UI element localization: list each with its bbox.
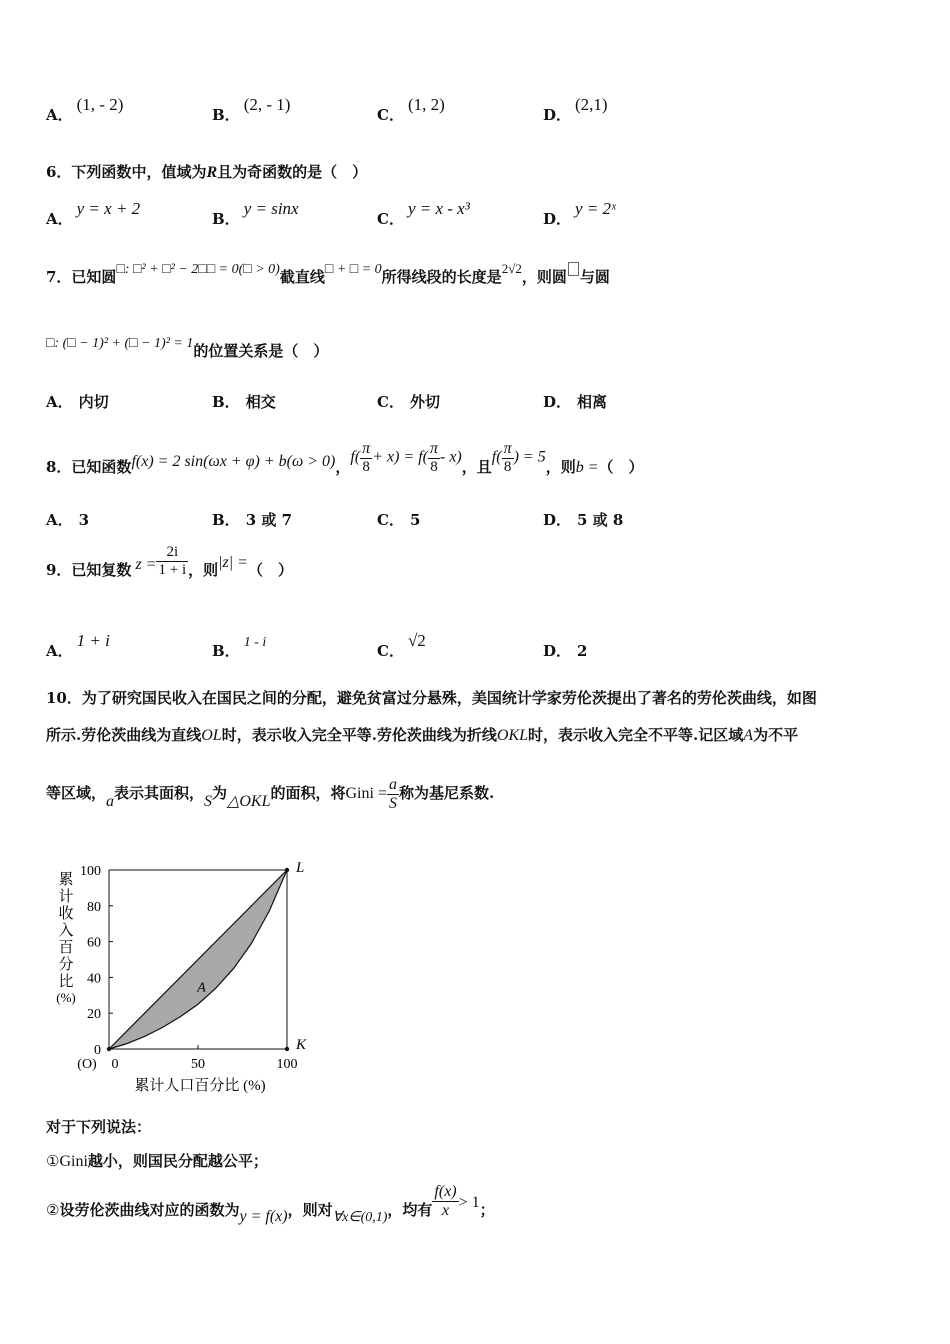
y-tick-label: 60 [87, 935, 101, 951]
q10-a-small: a [106, 793, 115, 811]
q10-text: 为 [212, 784, 228, 803]
statement-text: ，均有 [387, 1201, 433, 1220]
option-label: C． [377, 642, 404, 660]
option-value: 1 + i [76, 631, 110, 650]
q6-option-d[interactable] [543, 199, 616, 229]
y-axis-label [58, 871, 73, 990]
option-value: 外切 [409, 393, 440, 411]
q7-with: 与圆 [579, 268, 610, 286]
y-tick-label: 100 [80, 864, 101, 879]
q8-sym-l: f( [350, 448, 361, 466]
region-label-a: A [197, 980, 206, 996]
point-label-l: L [296, 860, 305, 876]
option-label: D． [543, 511, 572, 529]
q5-option-c[interactable] [377, 95, 445, 125]
q6-stem [46, 161, 367, 182]
y-axis-label-char: 入 [58, 923, 74, 939]
q7-cut: 截直线 [279, 268, 325, 286]
q10-text: 时，表示收入完全不平等.记区域 [528, 726, 744, 744]
statement-text: 设劳伦茨曲线对应的函数为 [59, 1201, 240, 1220]
option-label: A． [46, 210, 73, 228]
point-label-k: K [296, 1037, 307, 1053]
frac-numerator: f(x) [434, 1183, 457, 1200]
statement-end: ； [479, 1201, 495, 1220]
q6-option-b[interactable] [212, 199, 299, 229]
y-axis-label-char: 百 [58, 940, 74, 956]
origin-label: (O) [77, 1057, 97, 1072]
q8-stem [46, 440, 644, 475]
option-value: 2 [577, 642, 588, 660]
q10-text: 为不平 [753, 726, 799, 744]
frac-denominator: S [388, 794, 397, 812]
q9-fraction [156, 544, 188, 578]
q9-option-d[interactable] [543, 640, 587, 661]
frac-numerator: π [362, 440, 371, 457]
q8-ask: （ ） [598, 457, 644, 476]
q10-text: 所示.劳伦茨曲线为直线 [46, 726, 202, 744]
q5-option-b[interactable] [212, 95, 291, 125]
q7-chord: 所得线段的长度是 [381, 268, 502, 286]
option-value: 相交 [245, 393, 276, 411]
option-label: D． [543, 642, 572, 660]
statement-gini: Gini [59, 1153, 88, 1170]
option-value: (2,1) [575, 95, 608, 114]
statement-num: ① [46, 1152, 60, 1170]
q5-option-a[interactable] [46, 95, 124, 125]
q10-okl: OKL [496, 727, 529, 744]
q8-option-c[interactable] [377, 509, 420, 530]
statements-intro: 对于下列说法： [46, 1118, 152, 1136]
q7-chord-len: 2√2 [501, 261, 522, 276]
y-axis-label-char: 收 [58, 906, 74, 922]
q10-line1: 10．为了研究国民收入在国民之间的分配，避免贫富过分悬殊，美国统计学家劳伦茨提出了著名的劳伦茨曲线，如图 [46, 689, 817, 707]
option-value: 相离 [577, 393, 608, 411]
frac-denominator: 8 [362, 458, 370, 475]
statement-1 [46, 1150, 906, 1171]
option-label: A． [46, 642, 73, 660]
q7-rel: 的位置关系是（ ） [193, 342, 329, 360]
option-label: B． [212, 642, 240, 660]
option-value: 1 - i [243, 635, 267, 650]
plot-area [77, 860, 307, 1072]
q8-num: 8．已知函数 [46, 457, 132, 476]
statement-func: y = f(x) [239, 1208, 288, 1226]
q7-circle-eq: □: □² + □² − 2□□ = 0(□ > 0) [116, 262, 280, 277]
q6-stem-text2: 且为奇函数的是（ ） [217, 163, 368, 181]
statement-num: ② [46, 1201, 60, 1220]
q9-option-c[interactable] [377, 631, 426, 661]
q8-pi-over-8-b [428, 440, 440, 475]
q7-line-eq: □ + □ = 0 [324, 262, 382, 277]
q7-option-b[interactable] [212, 391, 276, 412]
q7-circle-placeholder-icon [568, 262, 579, 276]
option-label: B． [212, 511, 240, 529]
x-tick-label: 50 [191, 1057, 205, 1072]
q8-option-b[interactable] [212, 509, 292, 530]
corner-point [285, 868, 289, 872]
y-axis-label-char: 计 [58, 889, 74, 905]
frac-numerator: 2i [156, 544, 188, 562]
option-label: B． [212, 106, 240, 124]
statement-forall: ∀x∈(0,1) [332, 1210, 388, 1226]
q9-z-eq: z = [135, 556, 157, 573]
frac-denominator: 8 [503, 458, 512, 475]
q7-option-c[interactable] [377, 391, 440, 412]
q6-option-c[interactable] [377, 199, 470, 229]
q9-option-b[interactable] [212, 635, 267, 661]
y-tick-label: 40 [87, 971, 101, 987]
q8-minus-x: - x) [440, 448, 462, 466]
option-label: B． [212, 393, 240, 411]
frac-numerator: π [503, 440, 512, 457]
frac-numerator: π [429, 440, 438, 457]
q10-text: 表示其面积， [114, 784, 205, 803]
q7-stem-2 [46, 336, 329, 361]
q9-stem [46, 544, 293, 578]
option-value: y = x - x³ [407, 199, 470, 218]
y-axis-label-char: 分 [58, 957, 74, 973]
frac-numerator: a [388, 776, 397, 793]
option-label: A． [46, 511, 73, 529]
q8-val: ) = 5 [513, 448, 546, 466]
option-label: D． [543, 106, 572, 124]
q8-then: ，则 [545, 457, 576, 476]
q8-sym-l2: f( [491, 448, 502, 466]
y-axis-unit: (%) [56, 990, 76, 1005]
statement-fraction [432, 1183, 458, 1219]
q10-text: 的面积，将 [270, 784, 346, 803]
option-value: √2 [407, 631, 426, 650]
option-value: (1, 2) [407, 95, 445, 114]
option-label: A． [46, 393, 73, 411]
q6-stem-r: R [206, 164, 218, 181]
q10-text: 等区域， [46, 784, 107, 803]
option-label: C． [377, 511, 404, 529]
q6-stem-text: 6．下列函数中，值域为 [46, 163, 207, 181]
option-label: D． [543, 393, 572, 411]
q10-tri: △OKL [227, 793, 271, 811]
q10-gini: Gini = [345, 785, 387, 803]
q8-option-a[interactable] [46, 509, 89, 530]
option-value: 内切 [78, 393, 109, 411]
x-axis-label: 累计人口百分比 (%) [134, 1078, 266, 1094]
option-value: y = 2ˣ [575, 199, 616, 218]
option-label: C． [377, 393, 404, 411]
option-value: 3 [78, 511, 90, 529]
option-value: y = x + 2 [76, 199, 141, 218]
q9-abs: |z| = [218, 554, 248, 571]
statement-gt: > 1 [458, 1194, 480, 1212]
option-label: D． [543, 210, 572, 228]
q9-num: 9．已知复数 [46, 561, 132, 579]
q7-then: ，则圆 [521, 268, 567, 286]
q10-text: 称为基尼系数. [398, 784, 495, 803]
frac-denominator: 1 + i [158, 561, 187, 578]
y-axis-label-char: 比 [58, 974, 74, 990]
y-tick-label: 20 [87, 1007, 101, 1023]
q10-line2 [46, 724, 906, 745]
option-label: B． [212, 210, 240, 228]
q10-text: 时，表示收入完全平等.劳伦茨曲线为折线 [221, 726, 497, 744]
option-label: A． [46, 106, 73, 124]
frac-denominator: 8 [430, 458, 438, 475]
option-value: (1, - 2) [76, 95, 124, 114]
q10-s: S [204, 793, 213, 811]
q8-option-d[interactable] [543, 509, 623, 530]
frac-denominator: x [441, 1201, 450, 1219]
q8-b-eq: b = [575, 458, 599, 476]
q7-option-a[interactable] [46, 391, 109, 412]
y-tick-label: 0 [94, 1043, 101, 1058]
equality-line-ol [109, 870, 287, 1049]
q7-stem [46, 261, 610, 287]
q10-gini-fraction [387, 776, 399, 812]
q5-option-d[interactable] [543, 95, 608, 125]
q8-func: f(x) = 2 sin(ωx + φ) + b(ω > 0) [131, 452, 336, 470]
y-tick-label: 80 [87, 899, 101, 915]
x-tick-label: 100 [276, 1057, 298, 1072]
option-value: 5 或 8 [577, 511, 624, 529]
option-label: C． [377, 106, 404, 124]
option-value: 5 [409, 511, 421, 529]
q10-ol: OL [201, 727, 222, 744]
option-value: (2, - 1) [243, 95, 291, 114]
q9-ask: （ ） [247, 561, 293, 579]
q9-then: ，则 [188, 561, 219, 579]
q9-option-a[interactable] [46, 631, 110, 661]
q7-num: 7．已知圆 [46, 268, 117, 286]
y-axis-label-char: 累 [58, 872, 74, 888]
q10-line3 [46, 776, 906, 812]
q6-option-a[interactable] [46, 199, 141, 229]
q7-circle2-eq: □: (□ − 1)² + (□ − 1)² = 1 [46, 336, 194, 351]
option-label: C． [377, 210, 404, 228]
statement-text: 越小，则国民分配越公平； [87, 1152, 268, 1170]
lorenz-chart [40, 850, 360, 1100]
q7-option-d[interactable] [543, 391, 607, 412]
statement-text: ，则对 [287, 1201, 333, 1220]
q8-comma: ， [335, 457, 351, 476]
x-tick-label: 0 [111, 1057, 119, 1072]
q10-a-cap: A [743, 727, 754, 744]
q8-pi-over-8-a [360, 440, 372, 475]
q8-plus-x: + x) = f( [372, 448, 428, 466]
q8-and: ，且 [461, 457, 492, 476]
option-value: 3 或 7 [245, 511, 293, 529]
option-value: y = sinx [243, 199, 299, 218]
q8-pi-over-8-c [502, 440, 514, 475]
statement-2 [46, 1183, 906, 1226]
